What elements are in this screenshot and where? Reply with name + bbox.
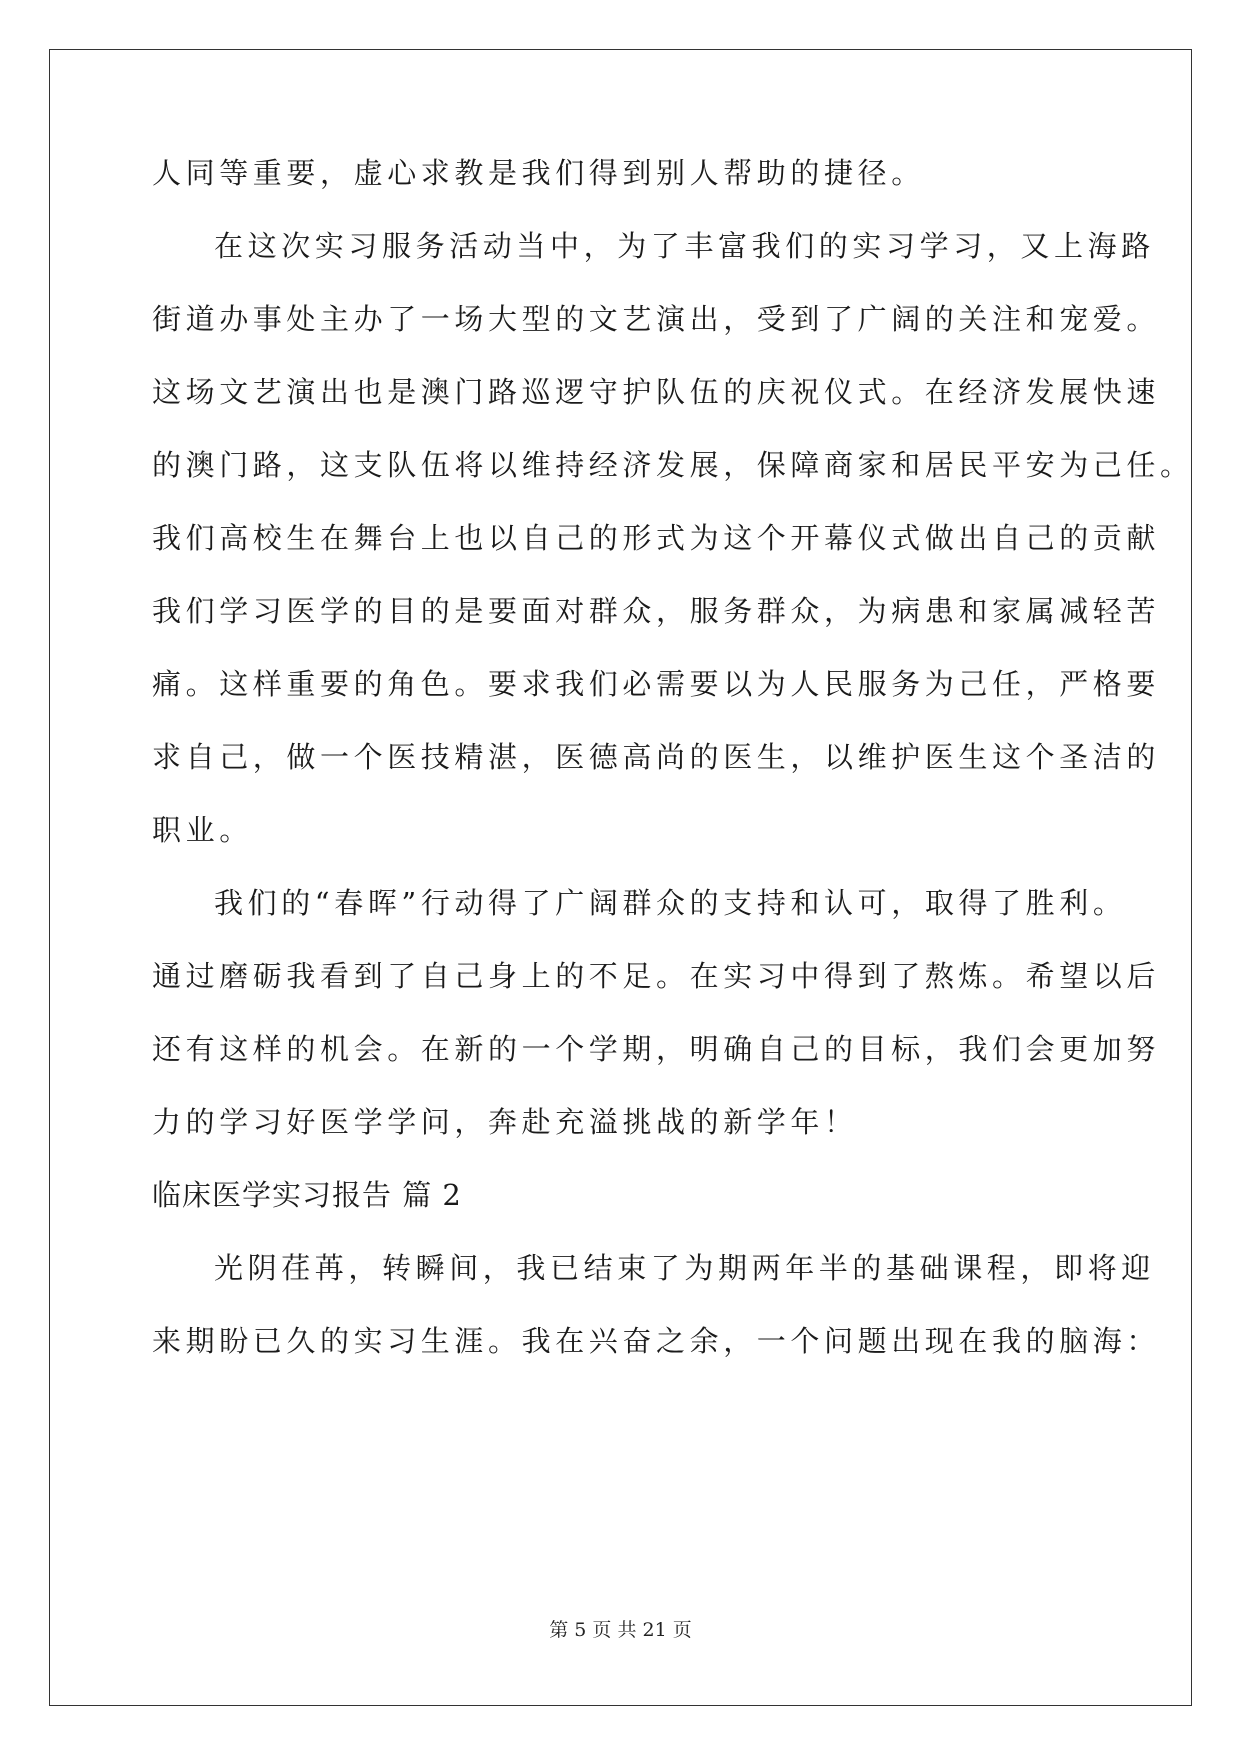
body-text-line: 在这次实习服务活动当中，为了丰富我们的实习学习，又上海路 bbox=[214, 229, 1155, 263]
body-text-line: 我们的“春晖”行动得了广阔群众的支持和认可，取得了胜利。 bbox=[214, 886, 1127, 920]
body-text-line: 的澳门路，这支队伍将以维持经济发展，保障商家和居民平安为己任。 bbox=[152, 448, 1194, 482]
body-text-line: 力的学习好医学学问，奔赴充溢挑战的新学年！ bbox=[152, 1105, 858, 1139]
body-text-line: 痛。这样重要的角色。要求我们必需要以为人民服务为己任，严格要 bbox=[152, 667, 1161, 701]
body-text-line: 街道办事处主办了一场大型的文艺演出，受到了广阔的关注和宠爱。 bbox=[152, 302, 1161, 336]
body-text-line: 来期盼已久的实习生涯。我在兴奋之余，一个问题出现在我的脑海： bbox=[152, 1324, 1161, 1358]
body-text-line: 这场文艺演出也是澳门路巡逻守护队伍的庆祝仪式。在经济发展快速 bbox=[152, 375, 1161, 409]
section-heading: 临床医学实习报告 篇 2 bbox=[152, 1178, 462, 1212]
body-text-line: 职业。 bbox=[152, 813, 253, 847]
body-text-line: 还有这样的机会。在新的一个学期，明确自己的目标，我们会更加努 bbox=[152, 1032, 1161, 1066]
page-number-footer: 第 5 页 共 21 页 bbox=[549, 1619, 692, 1641]
body-text-line: 光阴荏苒，转瞬间，我已结束了为期两年半的基础课程，即将迎 bbox=[214, 1251, 1155, 1285]
body-text-line: 通过磨砺我看到了自己身上的不足。在实习中得到了熬炼。希望以后 bbox=[152, 959, 1161, 993]
body-text-line: 我们学习医学的目的是要面对群众，服务群众，为病患和家属减轻苦 bbox=[152, 594, 1161, 628]
page-border bbox=[49, 49, 1192, 1706]
body-text-line: 求自己，做一个医技精湛，医德高尚的医生，以维护医生这个圣洁的 bbox=[152, 740, 1161, 774]
body-text-line: 我们高校生在舞台上也以自己的形式为这个开幕仪式做出自己的贡献 bbox=[152, 521, 1161, 555]
body-text-line: 人同等重要，虚心求教是我们得到别人帮助的捷径。 bbox=[152, 156, 925, 190]
